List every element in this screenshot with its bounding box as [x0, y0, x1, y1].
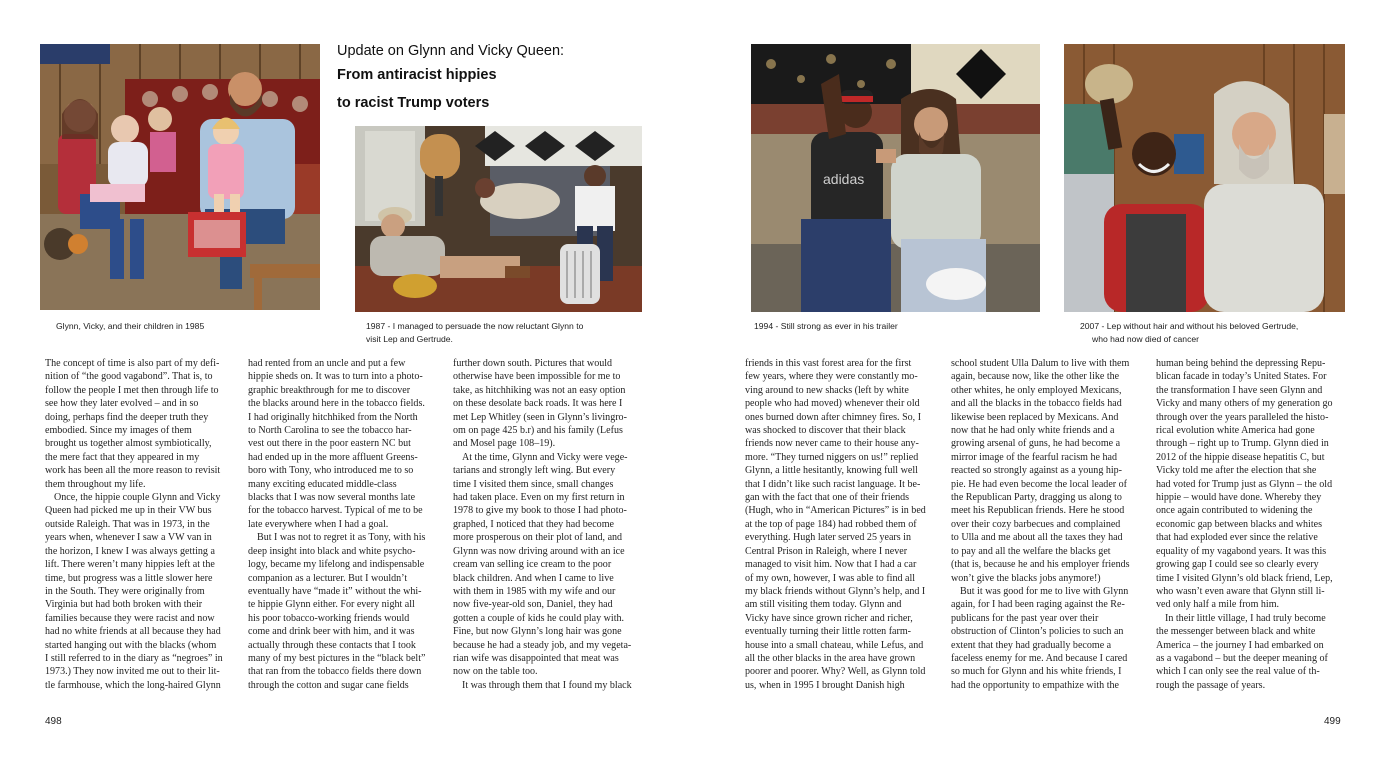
body-text-line: now five-year-old son, Daniel, they had: [453, 599, 613, 611]
body-text-line: embodied. Since my images of them: [45, 425, 192, 437]
body-text-line: who wasn’t even aware that Glynn still li-: [1156, 585, 1325, 597]
body-text-line: blican facade in today’s United States. For: [1156, 371, 1327, 383]
body-text-line: that had exploded ever since the relative: [1156, 532, 1318, 544]
body-text-line: managed to visit him. Now that I had a car: [745, 559, 917, 571]
body-text-line: more prosperous on their plot of land, and: [453, 532, 623, 544]
body-text-line: obstruction of Clinton’s policies to such an: [951, 626, 1124, 638]
body-column-5: [951, 357, 1145, 692]
body-text-line: friends in this vast forest area for the first: [745, 358, 912, 369]
caption-2007: 2007 - Lep without hair and without his beloved Gertrude, who had now died of cancer: [1080, 321, 1299, 344]
body-text-line: (Hugh, who in “American Pictures” is in bed: [745, 505, 926, 517]
body-text-line: am still visiting them today. Glynn and: [745, 599, 902, 611]
body-text-line: Vicky told me after the election that she: [1156, 465, 1317, 477]
body-text-line: vest out there in the poor eastern NC but: [248, 438, 411, 450]
body-text-line: hippie sheds on. It was to turn into a photo-: [248, 371, 423, 383]
headline-line-1: Update on Glynn and Vicky Queen:: [337, 43, 565, 59]
headline: [337, 41, 667, 117]
body-text-line: time I visited Glynn’s old black friend, Lep,: [1156, 572, 1333, 584]
body-column-4: [745, 357, 939, 692]
body-text-line: Central Prison in Raleigh, where I never: [745, 545, 908, 557]
body-text-line: had rented from an uncle and put a few: [248, 358, 406, 369]
body-text-line: Glynn, a little hesitantly, knowing full well: [745, 465, 918, 477]
body-text-line: the messenger between black and white: [1156, 626, 1316, 638]
body-text-line: rian wife was disappointed that meat was: [453, 652, 619, 664]
body-text-line: actually through these contacts that I took: [248, 639, 416, 651]
body-text-line: pie. He had even become the local leader of: [951, 478, 1128, 490]
body-text-line: of my own, however, I was able to find all: [745, 572, 916, 584]
body-text-line: met Lep Whitley (seen in Glynn’s livingro-: [453, 411, 627, 423]
caption-1994: 1994 - Still strong as ever in his trailer: [754, 321, 898, 331]
body-text-line: had ended up in the more affluent Greens-: [248, 451, 418, 463]
body-text-line: cream van selling ice cream to the poor: [453, 559, 612, 571]
body-text-line: Vicky have since grown richer and richer,: [745, 612, 913, 624]
body-text-line: the transformation I have seen Glynn and: [1156, 384, 1323, 396]
body-text-line: nition of “the good vagabond”. That is, to: [45, 371, 213, 383]
body-text-line: families because they were racist and now: [45, 612, 215, 624]
body-text-line: people who had moved) whenever their old: [745, 398, 920, 410]
body-text-line: outside Raleigh. That was in 1973, in the: [45, 518, 210, 530]
body-text-line: late everywhere when I had a goal.: [248, 518, 389, 530]
body-text-line: publicans for the past year over their: [951, 612, 1099, 624]
body-text-line: ones burned down after chimney fires. So, I: [745, 411, 922, 423]
body-text-line: The concept of time is also part of my defi-: [45, 358, 220, 369]
body-text-line: as a vagabond – but the deeper meaning of: [1156, 652, 1328, 664]
body-text-line: in the South. They were originally from: [45, 585, 205, 597]
body-text-line: more. “They turned niggers on us!” replied: [745, 451, 919, 463]
body-text-line: But it was good for me to live with Glynn: [960, 585, 1129, 597]
body-text-line: reacted so strongly against as a young hip-: [951, 465, 1123, 477]
body-text-line: started hanging out with the blacks (whom: [45, 639, 217, 651]
body-text-line: tarians and strongly left wing. But every: [453, 465, 616, 477]
body-text-line: follow the people I met then through life to: [45, 384, 219, 396]
page-number-left: 498: [45, 716, 62, 727]
body-text-line: 1978 to give my book to those I had photo-: [453, 505, 627, 517]
body-text-line: through – right up to Trump. Glynn died in: [1156, 438, 1329, 450]
body-text-line: rough the passage of years.: [1156, 679, 1266, 691]
body-text-line: eventually turning their little rotten farm-: [745, 626, 911, 638]
body-text-line: faceless enemy for me. And because I cared: [951, 652, 1128, 664]
body-text-line: eventually have “made it” without the whi-: [248, 585, 422, 597]
headline-line-3: to racist Trump voters: [337, 95, 490, 111]
body-text-line: mirror image of the fearful racism he had: [951, 451, 1117, 463]
body-text-line: ved only half a mile from him.: [1156, 599, 1280, 611]
body-text-line: black children. And when I came to live: [453, 572, 614, 584]
family-1985-photo-icon: [40, 44, 320, 310]
body-text-line: years when, whenever I saw a VW van in: [45, 532, 212, 544]
page-number-right: 499: [1324, 716, 1341, 727]
body-text-line: other whites, he only employed Mexicans,: [951, 384, 1122, 396]
body-text-line: with them in 1985 with my wife and our: [453, 585, 616, 597]
body-text-line: to North Carolina to see the tobacco har-: [248, 425, 412, 437]
body-text-line: the blacks around here in the tobacco fields.: [248, 398, 425, 410]
body-text-line: poorer and poorer. Why? Well, as Glynn told: [745, 666, 926, 678]
left-page: [0, 0, 694, 777]
body-text-line: growing arsenal of guns, he had become a: [951, 438, 1121, 450]
body-text-line: to Ulla and me about all the taxes they had: [951, 532, 1123, 544]
body-text-line: 1973.) They now invited me out to their lit-: [45, 666, 220, 678]
body-text-line: the Republican Party, dragging us along to: [951, 492, 1122, 504]
caption-1985: Glynn, Vicky, and their children in 1985: [56, 321, 205, 331]
body-text-line: through over the years paralleled the histo-: [1156, 411, 1329, 423]
body-text-line: Once, the hippie couple Glynn and Vicky: [54, 492, 221, 504]
body-text-line: human being behind the depressing Repu-: [1156, 358, 1326, 369]
right-page: [694, 0, 1389, 777]
body-text-line: come and drink beer with him, and it was: [248, 626, 415, 638]
body-text-line: school student Ulla Dalum to live with them: [951, 358, 1130, 369]
body-text-line: hippie – would have done. Whereby they: [1156, 492, 1322, 504]
body-text-line: extent that they had gradually become a: [951, 639, 1112, 651]
body-text-line: likewise been replaced by Mexicans. And: [951, 411, 1119, 423]
body-text-line: so much for Glynn and his white friends, I: [951, 666, 1122, 678]
body-text-line: otherwise have been impossible for me to: [453, 371, 621, 383]
body-text-line: graphic breakthrough for me to discover: [248, 384, 411, 396]
body-text-line: and Mosel page 108–19).: [453, 438, 556, 450]
body-text-line: many of my best pictures in the “black belt”: [248, 652, 426, 664]
body-text-line: Virginia but had both broken with their: [45, 599, 203, 611]
svg-text:adidas: adidas: [823, 171, 865, 187]
body-text-line: I had originally hitchhiked from the North: [248, 411, 418, 423]
body-text-line: won’t give the blacks jobs anymore!): [951, 572, 1101, 584]
body-text-line: gotten a couple of kids he could play with.: [453, 612, 625, 624]
body-text-line: lift. There weren’t many hippies left at the: [45, 559, 215, 571]
body-text-line: growing gap I could see so clearly every: [1156, 559, 1319, 571]
photo-1985: [40, 44, 320, 310]
body-text-line: now that he had only white friends and a: [951, 425, 1115, 437]
body-text-line: deep insight into black and white psycho-: [248, 545, 416, 557]
body-text-line: ving around to new shacks (left by white: [745, 384, 909, 396]
body-text-line: and all the blacks in the tobacco fields had: [951, 398, 1122, 410]
body-text-line: all the other blacks in the area have grown: [745, 652, 916, 664]
body-text-line: om on page 425 b.r) and his family (Lefus: [453, 425, 623, 437]
body-text-line: had voted for Trump just as Glynn – the old: [1156, 478, 1333, 490]
body-text-line: gan with the fact that one of their friends: [745, 492, 910, 504]
photo-1994: [751, 44, 1040, 312]
body-text-line: my black friends without Glynn’s help, and I: [745, 585, 926, 597]
photo-1987: [355, 126, 642, 312]
body-text-line: many exciting educated middle-class: [248, 478, 397, 490]
living-room-1987-photo-icon: [355, 126, 642, 312]
body-text-line: had no white friends at all because they had: [45, 626, 221, 638]
body-text-line: America – the journey I had embarked on: [1156, 639, 1324, 651]
body-text-line: tle farmhouse, which the long-haired Glynn: [45, 679, 221, 691]
body-text-line: In their little village, I had truly become: [1165, 612, 1326, 624]
body-text-line: take, as hitchhiking was not an easy option: [453, 384, 626, 396]
body-text-line: again, for I had been raging against the Re-: [951, 599, 1125, 611]
body-text-line: that ran from the tobacco fields there down: [248, 666, 422, 678]
lep-2007-photo-icon: [1064, 44, 1345, 312]
body-text-line: friends now never came to their house any-: [745, 438, 919, 450]
body-text-line: the horizon, I knew I was always getting a: [45, 545, 215, 557]
body-text-line: equality of my vagabond years. It was this: [1156, 545, 1327, 557]
trailer-1994-photo-icon: [751, 44, 1040, 312]
body-text-line: at the top of page 184) had robbed them of: [745, 518, 917, 530]
body-text-line: house into a small chateau, while Lefus, and: [745, 639, 924, 651]
body-text-line: had the opportunity to empathize with the: [951, 679, 1119, 691]
body-text-line: te hippie Glynn either. For every night all: [248, 599, 415, 611]
body-column-6: [1156, 357, 1350, 692]
body-text-line: graphed, I noticed that they had become: [453, 518, 614, 530]
body-text-line: had taken place. Even on my first return in: [453, 492, 625, 504]
body-text-line: Queen had picked me up in their VW bus: [45, 505, 212, 517]
body-text-line: boro with Tony, who introduced me to so: [248, 465, 414, 477]
body-text-line: At the time, Glynn and Vicky were vege-: [462, 451, 628, 463]
body-column-1: [45, 357, 239, 692]
body-text-line: economic gap between blacks and whites: [1156, 518, 1322, 530]
body-text-line: again, because now, like the other like the: [951, 371, 1120, 383]
headline-line-2: From antiracist hippies: [337, 67, 497, 83]
body-text-line: Glynn was now driving around with an ice: [453, 545, 625, 557]
body-text-line: was shocked to discover that their black: [745, 425, 906, 437]
body-text-line: everything. Hugh later served 25 years in: [745, 532, 911, 544]
body-text-line: for the tobacco harvest. Typical of me to be: [248, 505, 423, 517]
body-text-line: Fine, but now Glynn’s long hair was gone: [453, 626, 622, 638]
body-text-line: doing, perhaps find the deeper truth they: [45, 411, 209, 423]
body-text-line: further down south. Pictures that would: [453, 358, 613, 369]
body-text-line: It was through them that I found my black: [462, 679, 632, 691]
body-text-line: them throughout my life.: [45, 478, 146, 490]
body-text-line: see how they later evolved – and in so: [45, 398, 199, 410]
photo-2007: [1064, 44, 1345, 312]
body-text-line: us, when in 1995 I brought Danish high: [745, 679, 905, 691]
body-text-line: companion as a lecturer. But I wouldn’t: [248, 572, 408, 584]
body-text-line: through the cotton and sugar cane fields: [248, 679, 409, 691]
body-text-line: I still referred to in the diary as “negroes” in: [45, 652, 223, 664]
body-text-line: the mere fact that they appeared in my: [45, 451, 200, 463]
body-text-line: once again contributed to widening the: [1156, 505, 1313, 517]
body-column-3: [453, 357, 647, 692]
body-text-line: few years, where they were constantly mo-: [745, 371, 918, 383]
body-text-line: rical evolution white America had gone: [1156, 425, 1315, 437]
body-text-line: now on the table too.: [453, 666, 538, 678]
body-text-line: (that is, because he and his employer friends: [951, 559, 1130, 571]
body-text-line: meet his Republican friends. Here he stood: [951, 505, 1125, 517]
body-text-line: his poor tobacco-working friends would: [248, 612, 410, 624]
body-text-line: because he had a steady job, and my vegeta-: [453, 639, 632, 651]
body-text-line: which I can only see the real value of th-: [1156, 666, 1320, 678]
body-text-line: on these desolate back roads. It was here I: [453, 398, 623, 410]
body-text-line: logy, became my lifelong and indispensable: [248, 559, 425, 571]
body-column-2: [248, 357, 442, 692]
body-text-line: time I visited them since, small changes: [453, 478, 614, 490]
body-text-line: over their cozy barbecues and complained: [951, 518, 1121, 530]
body-text-line: 2012 of the hippie disease hepatitis C, but: [1156, 451, 1325, 463]
body-text-line: work has been all the more reason to revisit: [45, 465, 221, 477]
body-text-line: that I didn’t like such racist language. It be-: [745, 478, 921, 490]
caption-1987: 1987 - I managed to persuade the now reluctant Glynn to visit Lep and Gertrude.: [366, 321, 584, 344]
body-text-line: blacks that I was now several months late: [248, 492, 416, 504]
body-text-line: to pay and all the welfare the blacks get: [951, 545, 1111, 557]
body-text-line: But I was not to regret it as Tony, with his: [257, 532, 426, 544]
body-text-line: brought us together almost symbiotically,: [45, 438, 212, 450]
body-text-line: time, but progress was a little slower here: [45, 572, 213, 584]
body-text-line: Vicky and many others of my generation go: [1156, 398, 1333, 410]
